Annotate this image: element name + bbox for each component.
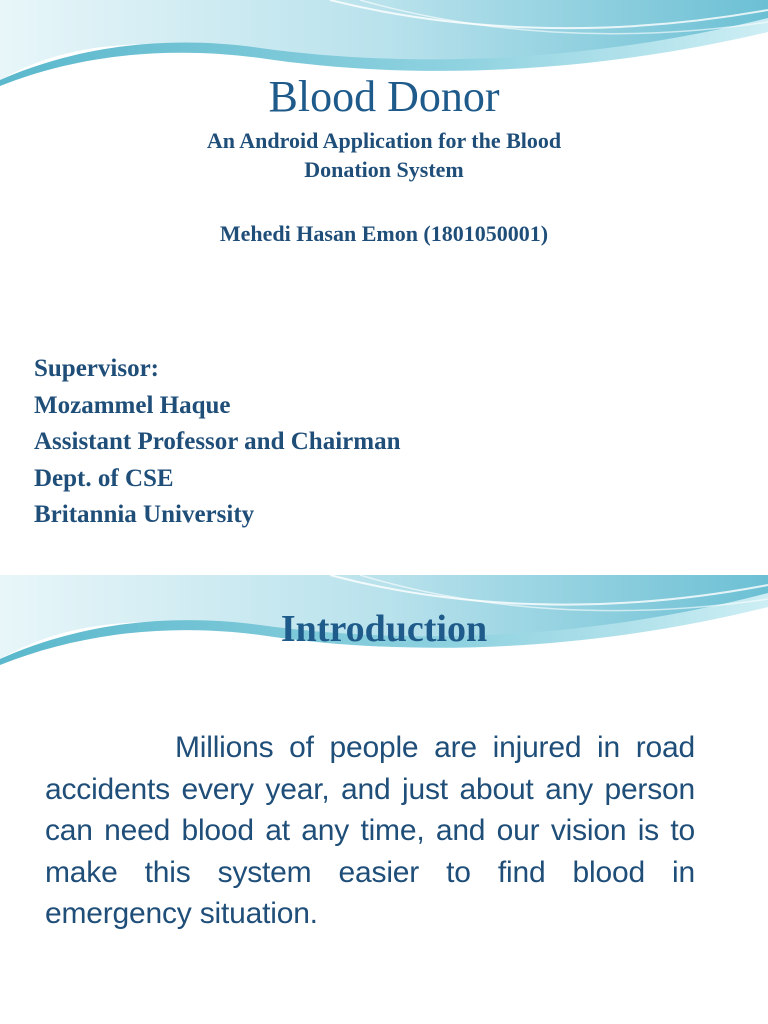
introduction-slide	[0, 575, 768, 1024]
author-name: Mehedi Hasan Emon (1801050001)	[219, 221, 549, 246]
supervisor-department: Dept. of CSE	[34, 464, 174, 492]
presentation-subtitle	[0, 126, 768, 184]
supervisor-university: Britannia University	[34, 501, 255, 528]
supervisor-position: Assistant Professor and Chairman	[34, 428, 401, 455]
supervisor-name: Mozammel Haque	[34, 391, 231, 419]
supervisor-label: Supervisor:	[34, 355, 159, 382]
introduction-paragraph: Millions of people are injured in road accidents every year, and just about any person can need blood at any time, and our vision is to make this system easier to find blood in emergency situation.	[45, 731, 695, 930]
supervisor-block	[34, 351, 400, 534]
subtitle-line-2: Donation System	[304, 157, 464, 182]
slide-separator	[0, 568, 768, 575]
subtitle-line-1: An Android Application for the Blood	[206, 128, 562, 153]
presentation-title: Blood Donor	[268, 72, 500, 121]
section-title: Introduction	[280, 608, 488, 650]
